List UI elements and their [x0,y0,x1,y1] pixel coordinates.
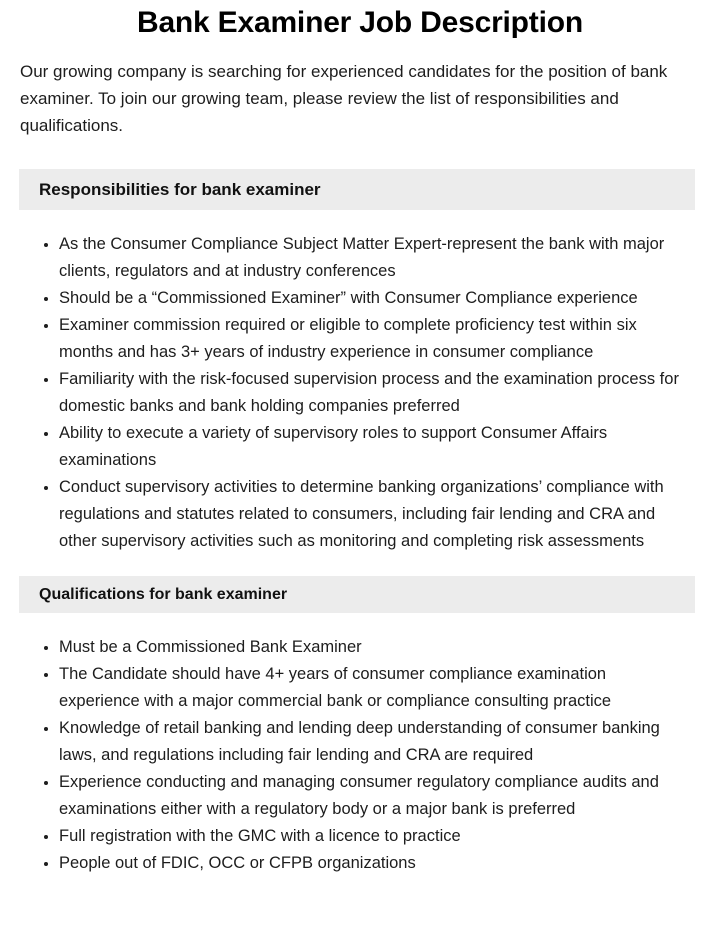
section-heading-qualifications: Qualifications for bank examiner [19,576,695,613]
list-item: Experience conducting and managing consumer regulatory compliance audits and examinations either with a regulatory body or a major bank is preferred [0,769,720,823]
list-item: People out of FDIC, OCC or CFPB organizations [0,850,720,877]
responsibilities-list [0,210,720,555]
responsibilities-header-wrap [0,169,720,210]
list-item: Ability to execute a variety of supervisory roles to support Consumer Affairs examinations [0,420,720,474]
list-item: The Candidate should have 4+ years of consumer compliance examination experience with a major commercial bank or compliance consulting practice [0,661,720,715]
section-qualifications [0,576,720,877]
list-item: Conduct supervisory activities to determine banking organizations’ compliance with regulations and statutes related to consumers, including fair lending and CRA and other supervisory activities such as monitoring and completing risk assessments [0,474,720,555]
intro-paragraph: Our growing company is searching for experienced candidates for the position of bank examiner. To join our growing team, please review the list of responsibilities and qualifications. [20,62,668,135]
list-item: As the Consumer Compliance Subject Matter Expert-represent the bank with major clients, regulators and at industry conferences [0,231,720,285]
section-responsibilities [0,169,720,555]
list-item: Should be a “Commissioned Examiner” with Consumer Compliance experience [0,285,720,312]
section-heading-responsibilities: Responsibilities for bank examiner [19,169,695,210]
qualifications-header-wrap [0,576,720,613]
list-item: Full registration with the GMC with a licence to practice [0,823,720,850]
page-title: Bank Examiner Job Description [136,6,583,39]
list-item: Familiarity with the risk-focused supervision process and the examination process for domestic banks and bank holding companies preferred [0,366,720,420]
list-item: Must be a Commissioned Bank Examiner [0,634,720,661]
list-item: Examiner commission required or eligible to complete proficiency test within six months and has 3+ years of industry experience in consumer compliance [0,312,720,366]
qualifications-list [0,613,720,877]
list-item: Knowledge of retail banking and lending deep understanding of consumer banking laws, and regulations including fair lending and CRA are required [0,715,720,769]
